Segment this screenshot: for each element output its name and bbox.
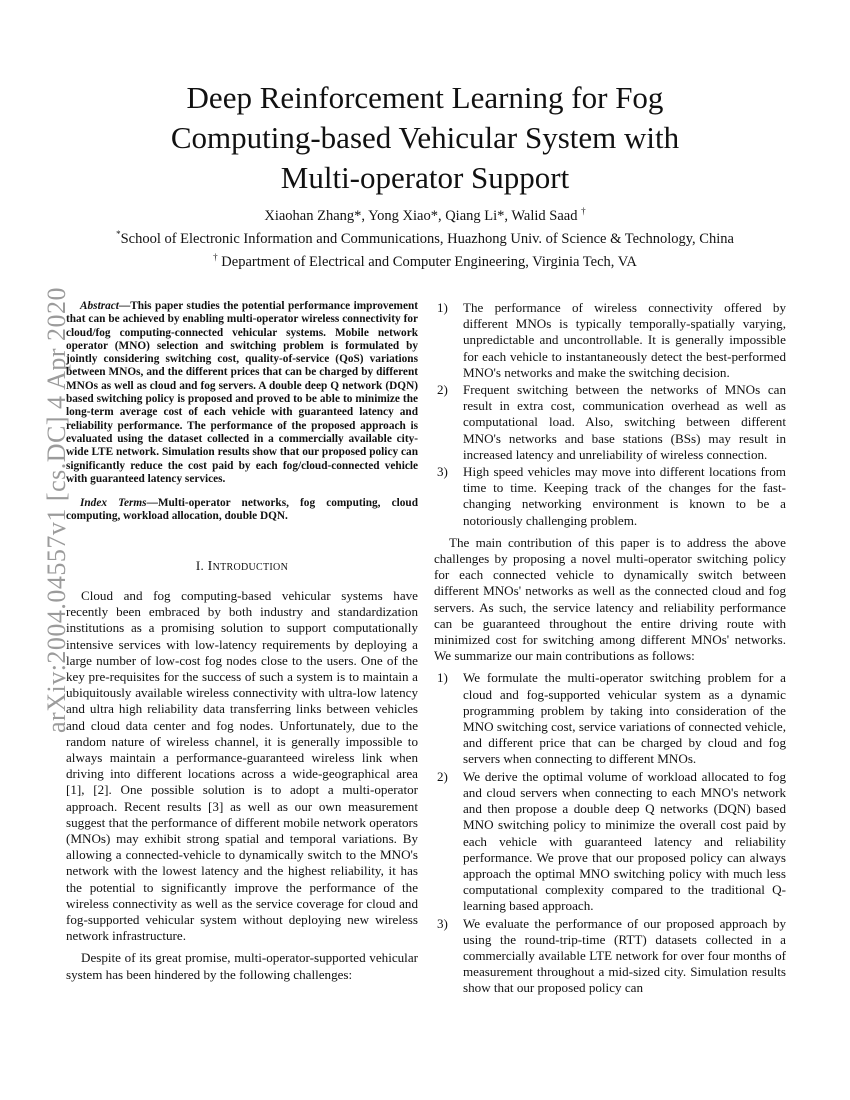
- abstract: Abstract—This paper studies the potential performance improvement that can be achieved by enabling multi-operator wireless connectivity for cloud/fog computing-connected vehicular systems. Mobile network operator (MNO) selection and switching problem is formulated by jointly considering switching cost, quality-of-service (QoS) variations between MNOs, and the different prices that can be charged by different MNOs as well as cloud and fog servers. A double deep Q network (DQN) based switching policy is proposed and proved to be able to minimize the long-term average cost of each vehicle with guaranteed latency and reliability performance. The performance of the proposed approach is evaluated using the dataset collected in a commercially available city-wide LTE network. Simulation results show that our proposed policy can significantly reduce the cost paid by each fog/cloud-connected vehicle with guaranteed latency services.: [66, 300, 418, 485]
- index-terms: Index Terms—Multi-operator networks, fog computing, cloud computing, workload allocation, double DQN.: [66, 497, 418, 523]
- section-heading-introduction: I. Introduction: [195, 557, 289, 574]
- list-item: 2) Frequent switching between the networks of MNOs can result in extra cost, communication overhead as well as computational load. Also, switching between different MNO's networks and base stations (BSs) may result in increased latency and unreliability of wireless connection.: [437, 382, 786, 462]
- author-block: [40, 202, 810, 270]
- author-names: Xiaohan Zhang*, Yong Xiao*, Qiang Li*, Walid Saad †: [264, 206, 586, 224]
- contributions-list: [434, 670, 786, 996]
- affiliation-1: *School of Electronic Information and Communications, Huazhong Univ. of Science & Technology, China: [116, 228, 734, 247]
- intro-paragraph-2: Despite of its great promise, multi-operator-supported vehicular system has been hindered by the following challenges:: [66, 950, 418, 982]
- list-item: 1) We formulate the multi-operator switching problem for a cloud and fog-supported vehicular system as a dynamic programming problem by taking into consideration of the MNO switching cost, service variations of connected vehicle, and different price that can be charged by cloud and fog servers when connecting to different MNOs.: [437, 670, 786, 767]
- challenges-list: [434, 300, 786, 529]
- list-item: 3) High speed vehicles may move into different locations from time to time. Keeping track of the changes for the fast-changing networking environment is known to be a notoriously challenging problem.: [437, 464, 786, 528]
- contribution-paragraph: The main contribution of this paper is to address the above challenges by proposing a novel multi-operator switching policy for each connected vehicle to dynamically switch between different MNOs' networks as well as the connected cloud and fog servers. As such, the service latency and reliability performance can be guaranteed throughout the entire driving route with minimized cost for switching among different MNOs' networks. We summarize our main contributions as follows:: [434, 534, 786, 664]
- title-line-1: Deep Reinforcement Learning for Fog: [186, 80, 664, 115]
- list-item: 2) We derive the optimal volume of workload allocated to fog and cloud servers when connecting to each MNO's network and then propose a double deep Q networks (DQN) based MNO switching policy to minimize the overall cost paid by each vehicle with guaranteed latency and reliability performance. We prove that our proposed policy can always approach the optimal MNO switching policy with much less computational complexity compared to the traditional Q-learning based approach.: [437, 768, 786, 914]
- title-line-2: Computing-based Vehicular System with: [170, 120, 680, 155]
- right-column: [434, 300, 786, 998]
- left-column: [66, 300, 418, 989]
- title-line-3: Multi-operator Support: [280, 160, 570, 195]
- affiliation-2: † Department of Electrical and Computer Engineering, Virginia Tech, VA: [213, 251, 637, 270]
- intro-paragraph-1: Cloud and fog computing-based vehicular systems have recently been embraced by both industry and standardization institutions as a promising solution to support computationally intensive services with low-latency requirements by deploying a large number of low-cost fog nodes close to the users. One of the key pre-requisites for the success of such a system is to maintain a ubiquitously available wireless connectivity with ultra-low latency and ultra high reliability data transferring links between vehicles and cloud data center and fog nodes. Unfortunately, due to the random nature of wireless channel, it is generally impossible to always maintain a performance-guaranteed wireless link when driving into different locations across a wide-geographical area [1], [2]. One possible solution is to adopt a multi-operator approach. Recent results [3] as well as our own measurement suggest that the performance of different mobile network operators (MNOs) may exhibit strong spatial and temporal variations. By allowing a connected-vehicle to dynamically switch to the MNO's network with the lowest latency and the highest reliability, it has the potential to significantly improve the performance of the wireless connectivity as well as the service coverage for cloud and fog-supported vehicular system without deploying new wireless network infrastructure.: [66, 587, 418, 944]
- list-item: 1) The performance of wireless connectivity offered by different MNOs is typically temporally-spatially varying, unpredictable and uncontrollable. It is generally impossible for each vehicle to instantaneously detect the best-performed MNO's networks and make the switching decision.: [437, 300, 786, 380]
- list-item: 3) We evaluate the performance of our proposed approach by using the round-trip-time (RTT) datasets collected in a commercially available LTE network for over four months of measurement throughout a mid-sized city. Simulation results show that our proposed policy can: [437, 915, 786, 996]
- arxiv-identifier: arXiv:2004.04557v1 [cs.DC] 4 Apr 2020: [42, 286, 71, 734]
- paper-title: [60, 78, 790, 198]
